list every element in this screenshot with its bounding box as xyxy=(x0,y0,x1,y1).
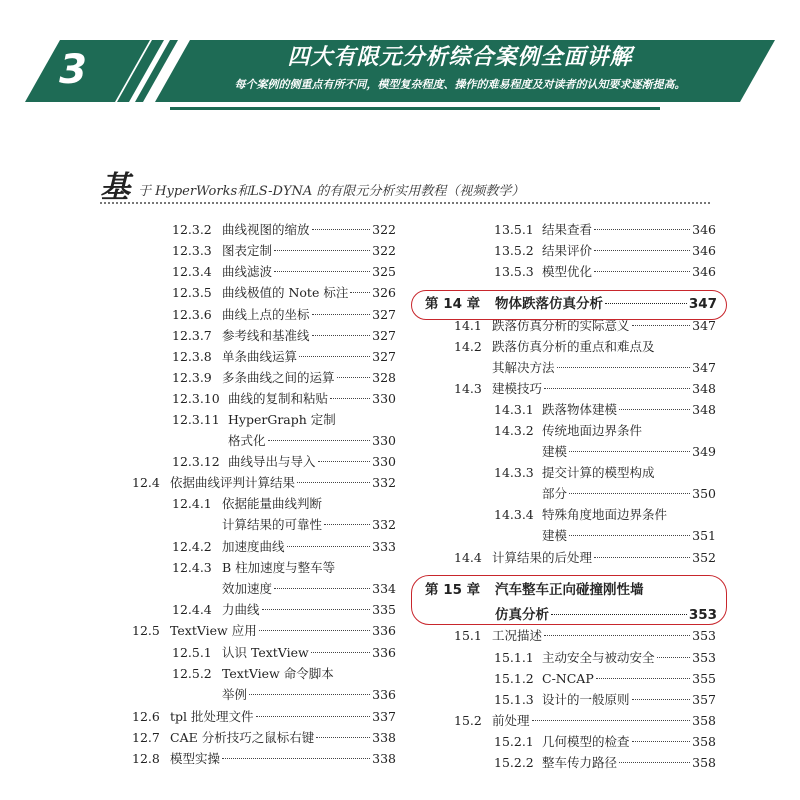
entry-page-number: 325 xyxy=(372,264,396,279)
left_column-toc-entry xyxy=(172,600,396,620)
right_column-toc-entry xyxy=(542,484,716,504)
entry-title: 认识 TextView xyxy=(222,645,309,660)
entry-page-number: 334 xyxy=(372,581,396,596)
entry-page-number: 353 xyxy=(692,628,716,643)
entry-number: 12.3.9 xyxy=(172,370,212,385)
entry-title: 举例 xyxy=(222,687,248,702)
entry-number: 13.5.2 xyxy=(494,243,534,258)
dot-leader xyxy=(299,356,370,357)
entry-page-number: 336 xyxy=(372,687,396,702)
entry-title: 前处理 xyxy=(492,713,530,728)
entry-title: tpl 批处理文件 xyxy=(170,709,254,724)
entry-page-number: 348 xyxy=(692,381,716,396)
entry-page-number: 338 xyxy=(372,751,396,766)
left_column-toc-entry xyxy=(172,452,396,472)
entry-number: 12.3.3 xyxy=(172,243,212,258)
dot-leader xyxy=(274,271,370,272)
entry-title: 主动安全与被动安全 xyxy=(542,650,655,665)
entry-number: 12.5.1 xyxy=(172,645,212,660)
entry-number: 14.3.3 xyxy=(494,465,534,480)
dot-leader xyxy=(268,440,371,441)
dot-leader xyxy=(569,493,690,494)
right_column-toc-entry xyxy=(494,732,716,752)
dot-leader xyxy=(594,250,690,251)
entry-number: 12.4.2 xyxy=(172,539,212,554)
left_column-toc-entry xyxy=(172,347,396,367)
entry-number: 12.3.5 xyxy=(172,285,212,300)
right_column-toc-entry xyxy=(494,648,716,668)
entry-title: 模型优化 xyxy=(542,264,593,279)
entry-number: 12.3.11 xyxy=(172,412,220,427)
entry-title: 其解决方法 xyxy=(492,360,555,375)
entry-title: 效加速度 xyxy=(222,581,273,596)
entry-title: C-NCAP xyxy=(542,671,594,686)
entry-title: 建模 xyxy=(542,444,568,459)
right_column-toc-entry xyxy=(492,358,716,378)
entry-number: 15.1.1 xyxy=(494,650,534,665)
entry-title: TextView 应用 xyxy=(170,623,257,638)
entry-title: CAE 分析技巧之鼠标右键 xyxy=(170,730,315,745)
entry-page-number: 327 xyxy=(372,349,396,364)
entry-page-number: 327 xyxy=(372,307,396,322)
book-running-header xyxy=(100,168,710,204)
entry-title: 几何模型的检查 xyxy=(542,734,630,749)
right_column-toc-entry xyxy=(542,526,716,546)
entry-page-number: 336 xyxy=(372,645,396,660)
dot-leader xyxy=(350,292,370,293)
entry-page-number: 347 xyxy=(692,318,716,333)
entry-number: 12.7 xyxy=(132,730,160,745)
entry-page-number: 346 xyxy=(692,264,716,279)
dot-leader xyxy=(259,630,370,631)
entry-page-number: 332 xyxy=(372,475,396,490)
entry-title: 单条曲线运算 xyxy=(222,349,298,364)
entry-number: 12.3.10 xyxy=(172,391,220,406)
left_column-toc-entry xyxy=(172,558,396,578)
chapter-banner xyxy=(0,0,800,120)
dot-leader xyxy=(569,451,690,452)
entry-number: 12.3.8 xyxy=(172,349,212,364)
entry-title: 曲线导出与导入 xyxy=(228,454,316,469)
entry-title: 建模技巧 xyxy=(492,381,543,396)
dot-leader xyxy=(249,694,370,695)
right_column-toc-entry xyxy=(454,626,716,646)
entry-title: 图表定制 xyxy=(222,243,273,258)
dot-leader xyxy=(532,720,691,721)
entry-page-number: 347 xyxy=(692,360,716,375)
entry-number: 15.1 xyxy=(454,628,482,643)
entry-number: 12.3.2 xyxy=(172,222,212,237)
entry-page-number: 338 xyxy=(372,730,396,745)
chapter-number: 3 xyxy=(59,47,87,93)
entry-page-number: 327 xyxy=(372,328,396,343)
dot-leader xyxy=(274,250,370,251)
entry-page-number: 346 xyxy=(692,243,716,258)
entry-page-number: 350 xyxy=(692,486,716,501)
left_column-toc-entry xyxy=(172,389,396,409)
entry-title: 参考线和基准线 xyxy=(222,328,310,343)
entry-number: 15.2 xyxy=(454,713,482,728)
entry-page-number: 322 xyxy=(372,222,396,237)
entry-page-number: 358 xyxy=(692,755,716,770)
entry-page-number: 352 xyxy=(692,550,716,565)
entry-title: 结果评价 xyxy=(542,243,593,258)
dot-leader xyxy=(544,635,690,636)
dot-leader xyxy=(594,271,690,272)
entry-number: 12.5 xyxy=(132,623,160,638)
entry-number: 13.5.3 xyxy=(494,264,534,279)
entry-title: 跌落仿真分析的重点和难点及 xyxy=(492,339,655,354)
dot-leader xyxy=(569,535,690,536)
left_column-toc-entry xyxy=(222,579,396,599)
entry-page-number: 351 xyxy=(692,528,716,543)
entry-number: 12.3.12 xyxy=(172,454,220,469)
left_column-toc-entry xyxy=(172,241,396,261)
dot-leader xyxy=(297,482,370,483)
left_column-toc-entry xyxy=(172,664,396,684)
dot-leader xyxy=(330,398,370,399)
entry-title: 计算结果的后处理 xyxy=(492,550,593,565)
left_column-toc-entry xyxy=(132,473,396,493)
entry-title: 传统地面边界条件 xyxy=(542,423,643,438)
entry-title: 特殊角度地面边界条件 xyxy=(542,507,668,522)
entry-title: 曲线滤波 xyxy=(222,264,273,279)
entry-title: 结果查看 xyxy=(542,222,593,237)
entry-number: 15.1.2 xyxy=(494,671,534,686)
dot-leader xyxy=(632,699,691,700)
entry-number: 12.6 xyxy=(132,709,160,724)
entry-number: 12.8 xyxy=(132,751,160,766)
entry-number: 12.5.2 xyxy=(172,666,212,681)
left_column-toc-entry xyxy=(222,515,396,535)
left_column-toc-entry xyxy=(172,305,396,325)
dot-leader xyxy=(316,737,370,738)
entry-title: 依据能量曲线判断 xyxy=(222,496,323,511)
entry-page-number: 347 xyxy=(688,296,717,312)
entry-title: 提交计算的模型构成 xyxy=(542,465,655,480)
entry-page-number: 330 xyxy=(372,391,396,406)
right_column-toc-entry xyxy=(494,241,716,261)
entry-page-number: 355 xyxy=(692,671,716,686)
entry-number: 14.3.4 xyxy=(494,507,534,522)
right_column-toc-entry xyxy=(454,711,716,731)
left_column-toc-entry xyxy=(172,643,396,663)
left_column-toc-entry xyxy=(172,220,396,240)
dot-leader xyxy=(544,388,690,389)
entry-number: 14.4 xyxy=(454,550,482,565)
left_column-toc-entry xyxy=(172,326,396,346)
entry-page-number: 326 xyxy=(372,285,396,300)
entry-number: 15.2.1 xyxy=(494,734,534,749)
right_column-toc-entry xyxy=(494,463,716,483)
right_column-toc-entry xyxy=(494,262,716,282)
entry-title: 汽车整车正向碰撞刚性墙 xyxy=(495,582,644,598)
header-book-title: 于 HyperWorks和LS-DYNA 的有限元分析实用教程（视频教学） xyxy=(138,184,525,199)
dot-leader xyxy=(312,314,371,315)
left_column-toc-entry xyxy=(132,749,396,769)
entry-title: 设计的一般原则 xyxy=(542,692,630,707)
entry-number: 14.1 xyxy=(454,318,482,333)
dot-leader xyxy=(657,657,691,658)
entry-number: 12.3.4 xyxy=(172,264,212,279)
dot-leader xyxy=(632,741,691,742)
entry-number: 12.3.7 xyxy=(172,328,212,343)
right_column-toc-entry xyxy=(542,442,716,462)
entry-title: B 柱加速度与整车等 xyxy=(222,560,336,575)
entry-title: 跌落仿真分析的实际意义 xyxy=(492,318,630,333)
entry-title: 格式化 xyxy=(228,433,266,448)
banner-title: 四大有限元分析综合案例全面讲解 xyxy=(287,45,633,70)
chapter-highlight-outline xyxy=(411,575,727,625)
entry-title: 曲线的复制和粘贴 xyxy=(228,391,329,406)
dot-leader xyxy=(287,546,371,547)
entry-title: 加速度曲线 xyxy=(222,539,285,554)
left_column-toc-entry xyxy=(172,283,396,303)
dot-leader xyxy=(311,652,370,653)
dot-leader xyxy=(594,557,690,558)
entry-title: 部分 xyxy=(542,486,568,501)
left_column-toc-entry xyxy=(132,728,396,748)
entry-title: 曲线视图的缩放 xyxy=(222,222,310,237)
entry-number: 第 15 章 xyxy=(425,582,481,598)
left_column-toc-entry xyxy=(132,707,396,727)
entry-page-number: 353 xyxy=(692,650,716,665)
left_column-toc-entry xyxy=(132,621,396,641)
entry-page-number: 346 xyxy=(692,222,716,237)
dot-leader xyxy=(632,325,691,326)
right_column-toc-entry xyxy=(454,337,716,357)
entry-page-number: 336 xyxy=(372,623,396,638)
dot-leader xyxy=(596,678,690,679)
right_column-toc-entry xyxy=(494,505,716,525)
right_column-toc-entry xyxy=(494,421,716,441)
entry-number: 14.3.1 xyxy=(494,402,534,417)
dot-leader xyxy=(312,335,371,336)
right_column-toc-entry xyxy=(494,220,716,240)
dot-leader xyxy=(324,524,370,525)
entry-title: 仿真分析 xyxy=(495,607,549,623)
entry-number: 14.3 xyxy=(454,381,482,396)
entry-page-number: 328 xyxy=(372,370,396,385)
left_column-toc-entry xyxy=(172,537,396,557)
entry-number: 14.3.2 xyxy=(494,423,534,438)
entry-page-number: 322 xyxy=(372,243,396,258)
right_column-toc-entry xyxy=(494,753,716,773)
entry-page-number: 357 xyxy=(692,692,716,707)
entry-title: 曲线极值的 Note 标注 xyxy=(222,285,349,300)
left_column-toc-entry xyxy=(172,368,396,388)
entry-title: 物体跌落仿真分析 xyxy=(495,296,603,312)
entry-number: 13.5.1 xyxy=(494,222,534,237)
entry-number: 12.4.4 xyxy=(172,602,212,617)
left_column-toc-entry xyxy=(228,431,396,451)
entry-page-number: 335 xyxy=(372,602,396,617)
dot-leader xyxy=(594,229,690,230)
entry-title: 模型实操 xyxy=(170,751,221,766)
entry-title: 建模 xyxy=(542,528,568,543)
entry-title: 依据曲线评判计算结果 xyxy=(170,475,296,490)
entry-title: TextView 命令脚本 xyxy=(222,666,334,681)
entry-page-number: 332 xyxy=(372,517,396,532)
entry-number: 12.4 xyxy=(132,475,160,490)
dot-leader xyxy=(318,461,371,462)
dot-leader xyxy=(619,762,690,763)
banner-subtitle: 每个案例的侧重点有所不同，模型复杂程度、操作的难易程度及对读者的认知要求逐渐提高。 xyxy=(234,78,686,91)
entry-number: 14.2 xyxy=(454,339,482,354)
entry-number: 12.4.3 xyxy=(172,560,212,575)
left_column-toc-entry xyxy=(172,262,396,282)
left_column-toc-entry xyxy=(172,494,396,514)
entry-title: 跌落物体建模 xyxy=(542,402,618,417)
dot-leader xyxy=(337,377,371,378)
entry-page-number: 337 xyxy=(372,709,396,724)
dot-leader xyxy=(256,716,371,717)
dot-leader xyxy=(222,758,370,759)
entry-title: 整车传力路径 xyxy=(542,755,618,770)
entry-number: 第 14 章 xyxy=(425,296,481,312)
chapter-highlight-outline xyxy=(411,290,727,320)
entry-number: 15.1.3 xyxy=(494,692,534,707)
right_column-toc-entry xyxy=(494,690,716,710)
entry-title: 计算结果的可靠性 xyxy=(222,517,323,532)
entry-page-number: 330 xyxy=(372,454,396,469)
entry-page-number: 333 xyxy=(372,539,396,554)
header-calligraphy-char: 基 xyxy=(100,170,130,205)
right_column-toc-entry xyxy=(454,548,716,568)
entry-page-number: 353 xyxy=(688,607,717,623)
entry-title: 多条曲线之间的运算 xyxy=(222,370,335,385)
right_column-toc-entry xyxy=(494,669,716,689)
entry-number: 12.4.1 xyxy=(172,496,212,511)
entry-number: 15.2.2 xyxy=(494,755,534,770)
right_column-toc-entry xyxy=(494,400,716,420)
entry-page-number: 358 xyxy=(692,713,716,728)
right_column-toc-entry xyxy=(454,379,716,399)
dot-leader xyxy=(312,229,371,230)
left_column-toc-entry xyxy=(222,685,396,705)
entry-title: 力曲线 xyxy=(222,602,260,617)
left_column-toc-entry xyxy=(172,410,396,430)
entry-title: HyperGraph 定制 xyxy=(228,412,336,427)
entry-page-number: 358 xyxy=(692,734,716,749)
dot-leader xyxy=(619,409,690,410)
entry-title: 曲线上点的坐标 xyxy=(222,307,310,322)
entry-page-number: 349 xyxy=(692,444,716,459)
entry-page-number: 348 xyxy=(692,402,716,417)
dot-leader xyxy=(274,588,370,589)
entry-page-number: 330 xyxy=(372,433,396,448)
entry-title: 工况描述 xyxy=(492,628,543,643)
dot-leader xyxy=(262,609,371,610)
dot-leader xyxy=(557,367,691,368)
entry-number: 12.3.6 xyxy=(172,307,212,322)
